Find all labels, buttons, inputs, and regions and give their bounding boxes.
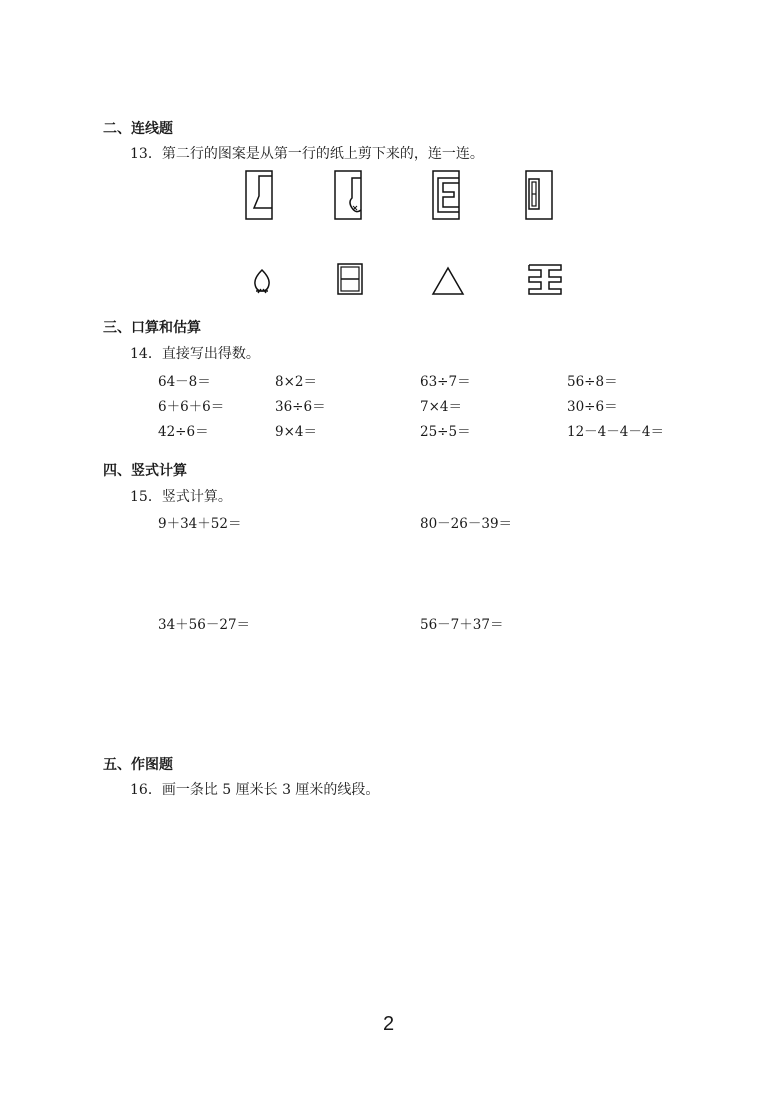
mental-equation: 64－8＝ xyxy=(158,374,211,390)
section-title-mental-math: 三、口算和估算 xyxy=(103,320,201,336)
mental-equation: 30÷6＝ xyxy=(567,399,618,415)
paper-peach-cut xyxy=(334,170,364,220)
paper-e-shape-cut xyxy=(432,170,460,220)
mental-equation: 7×4＝ xyxy=(420,399,462,415)
mental-equation: 36÷6＝ xyxy=(275,399,326,415)
mental-equation: 9×4＝ xyxy=(275,424,317,440)
mental-equation: 42÷6＝ xyxy=(158,424,209,440)
mental-equation: 25÷5＝ xyxy=(420,424,471,440)
paper-window-cut xyxy=(525,170,553,220)
mental-equation: 6＋6＋6＝ xyxy=(158,399,225,415)
mental-equation: 63÷7＝ xyxy=(420,374,471,390)
mental-equation: 12－4－4－4＝ xyxy=(567,424,664,440)
vertical-equation: 80－26－39＝ xyxy=(420,516,513,532)
section-title-vertical-calc: 四、竖式计算 xyxy=(103,463,187,479)
page-number: 2 xyxy=(383,1013,395,1035)
mental-equation: 8×2＝ xyxy=(275,374,317,390)
question-15-text: 15．竖式计算。 xyxy=(130,489,232,505)
section-title-drawing: 五、作图题 xyxy=(103,757,173,773)
shape-triangle xyxy=(431,266,465,296)
vertical-equation: 9＋34＋52＝ xyxy=(158,516,242,532)
question-16-text: 16．画一条比 5 厘米长 3 厘米的线段。 xyxy=(130,782,380,798)
vertical-equation: 34＋56－27＝ xyxy=(158,617,251,633)
vertical-equation: 56－7＋37＝ xyxy=(420,617,504,633)
paper-zigzag-cut xyxy=(245,170,273,220)
mental-equation: 56÷8＝ xyxy=(567,374,618,390)
question-13-text: 13．第二行的图案是从第一行的纸上剪下来的，连一连。 xyxy=(130,146,484,162)
section-title-matching: 二、连线题 xyxy=(103,121,173,137)
shape-window xyxy=(337,263,363,295)
shape-peach xyxy=(250,266,274,296)
shape-e-pattern xyxy=(527,262,563,296)
question-14-text: 14．直接写出得数。 xyxy=(130,346,260,362)
